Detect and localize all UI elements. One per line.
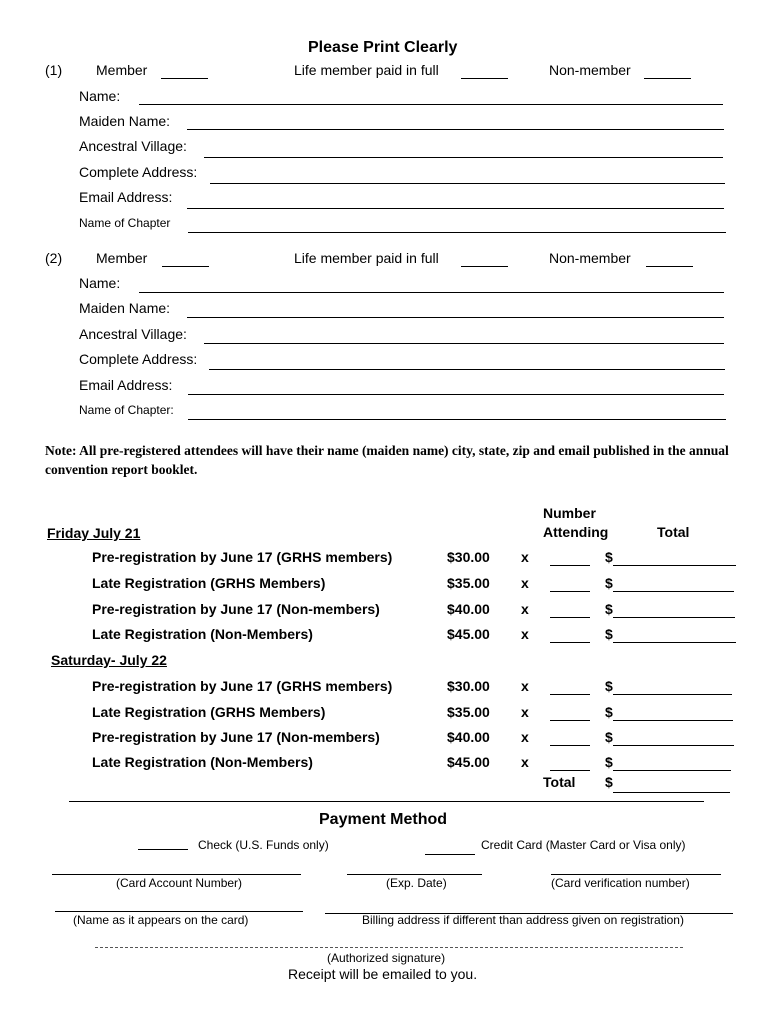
row-price: $45.00 bbox=[447, 754, 490, 770]
total-header: Total bbox=[657, 524, 690, 540]
maiden-name-label: Maiden Name: bbox=[79, 113, 171, 129]
receipt-note: Receipt will be emailed to you. bbox=[288, 966, 478, 982]
day-label-saturday: Saturday- July 22 bbox=[51, 652, 167, 668]
row-description: Pre-registration by June 17 (Non-members) bbox=[92, 601, 380, 617]
multiply-symbol: x bbox=[521, 678, 529, 694]
chapter-label: Name of Chapter: bbox=[79, 403, 174, 417]
row-description: Late Registration (Non-Members) bbox=[92, 754, 313, 770]
ancestral-village-field[interactable] bbox=[204, 157, 723, 158]
member-checkbox-line[interactable] bbox=[162, 266, 209, 267]
attending-count-field[interactable] bbox=[550, 617, 590, 618]
complete-address-field[interactable] bbox=[210, 183, 725, 184]
name-label: Name: bbox=[79, 88, 121, 104]
grand-total-currency: $ bbox=[605, 774, 613, 790]
row-price: $35.00 bbox=[447, 704, 490, 720]
non-member-line[interactable] bbox=[644, 78, 691, 79]
row-currency: $ bbox=[605, 678, 613, 694]
row-total-field[interactable] bbox=[613, 770, 731, 771]
maiden-name-field[interactable] bbox=[187, 129, 724, 130]
attending-count-field[interactable] bbox=[550, 770, 590, 771]
attending-count-field[interactable] bbox=[550, 694, 590, 695]
chapter-field[interactable] bbox=[188, 232, 726, 233]
multiply-symbol: x bbox=[521, 549, 529, 565]
complete-address-label: Complete Address: bbox=[79, 351, 198, 367]
row-price: $30.00 bbox=[447, 549, 490, 565]
maiden-name-label: Maiden Name: bbox=[79, 300, 171, 316]
billing-address-label: Billing address if different than address given on registration) bbox=[362, 913, 684, 927]
row-price: $40.00 bbox=[447, 729, 490, 745]
credit-card-option-label: Credit Card (Master Card or Visa only) bbox=[481, 838, 686, 852]
member-label: Member bbox=[96, 62, 148, 78]
multiply-symbol: x bbox=[521, 729, 529, 745]
row-total-field[interactable] bbox=[613, 642, 736, 643]
row-description: Late Registration (GRHS Members) bbox=[92, 575, 326, 591]
multiply-symbol: x bbox=[521, 601, 529, 617]
day-label-friday: Friday July 21 bbox=[47, 525, 141, 541]
email-address-label: Email Address: bbox=[79, 377, 173, 393]
check-option-line[interactable] bbox=[138, 849, 188, 850]
row-total-field[interactable] bbox=[613, 617, 735, 618]
non-member-label: Non-member bbox=[549, 250, 631, 266]
row-total-field[interactable] bbox=[613, 565, 736, 566]
signature-label: (Authorized signature) bbox=[327, 951, 446, 965]
ancestral-village-label: Ancestral Village: bbox=[79, 326, 187, 342]
multiply-symbol: x bbox=[521, 626, 529, 642]
life-member-line[interactable] bbox=[461, 266, 508, 267]
row-total-field[interactable] bbox=[613, 591, 734, 592]
row-description: Pre-registration by June 17 (GRHS members) bbox=[92, 549, 393, 565]
row-currency: $ bbox=[605, 626, 613, 642]
name-field[interactable] bbox=[139, 292, 724, 293]
row-price: $30.00 bbox=[447, 678, 490, 694]
signature-field[interactable] bbox=[95, 947, 683, 948]
complete-address-field[interactable] bbox=[209, 369, 725, 370]
credit-card-option-line[interactable] bbox=[425, 854, 475, 855]
non-member-label: Non-member bbox=[549, 62, 631, 78]
section-divider bbox=[69, 801, 704, 802]
row-currency: $ bbox=[605, 575, 613, 591]
multiply-symbol: x bbox=[521, 704, 529, 720]
cvn-field[interactable] bbox=[551, 874, 721, 875]
row-currency: $ bbox=[605, 704, 613, 720]
attending-count-field[interactable] bbox=[550, 720, 590, 721]
card-account-field[interactable] bbox=[52, 874, 301, 875]
grand-total-field[interactable] bbox=[613, 792, 730, 793]
multiply-symbol: x bbox=[521, 754, 529, 770]
life-member-line[interactable] bbox=[461, 78, 508, 79]
check-option-label: Check (U.S. Funds only) bbox=[198, 838, 329, 852]
cvn-label: (Card verification number) bbox=[551, 876, 690, 890]
exp-date-field[interactable] bbox=[347, 874, 482, 875]
name-field[interactable] bbox=[139, 104, 723, 105]
attending-count-field[interactable] bbox=[550, 591, 590, 592]
ancestral-village-field[interactable] bbox=[204, 343, 724, 344]
member-checkbox-line[interactable] bbox=[161, 78, 208, 79]
row-description: Pre-registration by June 17 (GRHS members) bbox=[92, 678, 393, 694]
attending-header: Attending bbox=[543, 524, 609, 540]
email-address-label: Email Address: bbox=[79, 189, 173, 205]
chapter-field[interactable] bbox=[188, 419, 726, 420]
row-total-field[interactable] bbox=[613, 694, 732, 695]
row-price: $40.00 bbox=[447, 601, 490, 617]
non-member-line[interactable] bbox=[646, 266, 693, 267]
maiden-name-field[interactable] bbox=[187, 317, 724, 318]
row-price: $45.00 bbox=[447, 626, 490, 642]
email-address-field[interactable] bbox=[188, 394, 724, 395]
grand-total-label: Total bbox=[543, 774, 576, 790]
attending-count-field[interactable] bbox=[550, 745, 590, 746]
row-currency: $ bbox=[605, 601, 613, 617]
number-header: Number bbox=[543, 505, 596, 521]
row-description: Late Registration (GRHS Members) bbox=[92, 704, 326, 720]
payment-heading: Payment Method bbox=[319, 811, 448, 828]
member-number: (2) bbox=[45, 250, 63, 266]
card-account-label: (Card Account Number) bbox=[116, 876, 243, 890]
attending-count-field[interactable] bbox=[550, 565, 590, 566]
member-label: Member bbox=[96, 250, 148, 266]
row-currency: $ bbox=[605, 729, 613, 745]
multiply-symbol: x bbox=[521, 575, 529, 591]
email-address-field[interactable] bbox=[187, 208, 724, 209]
name-label: Name: bbox=[79, 275, 121, 291]
row-currency: $ bbox=[605, 754, 613, 770]
life-member-label: Life member paid in full bbox=[294, 250, 439, 266]
member-number: (1) bbox=[45, 62, 63, 78]
row-total-field[interactable] bbox=[613, 720, 733, 721]
chapter-label: Name of Chapter bbox=[79, 216, 171, 230]
publication-note: Note: All pre-registered attendees will have their name (maiden name) city, state, zip and email published in the annual convention report booklet. bbox=[45, 443, 729, 477]
row-description: Late Registration (Non-Members) bbox=[92, 626, 313, 642]
life-member-label: Life member paid in full bbox=[294, 62, 439, 78]
row-description: Pre-registration by June 17 (Non-members) bbox=[92, 729, 380, 745]
complete-address-label: Complete Address: bbox=[79, 164, 198, 180]
name-on-card-label: (Name as it appears on the card) bbox=[73, 913, 249, 927]
exp-date-label: (Exp. Date) bbox=[386, 876, 447, 890]
row-total-field[interactable] bbox=[613, 745, 734, 746]
row-currency: $ bbox=[605, 549, 613, 565]
attending-count-field[interactable] bbox=[550, 642, 590, 643]
page-title: Please Print Clearly bbox=[308, 39, 458, 56]
ancestral-village-label: Ancestral Village: bbox=[79, 138, 187, 154]
row-price: $35.00 bbox=[447, 575, 490, 591]
name-on-card-field[interactable] bbox=[55, 911, 303, 912]
